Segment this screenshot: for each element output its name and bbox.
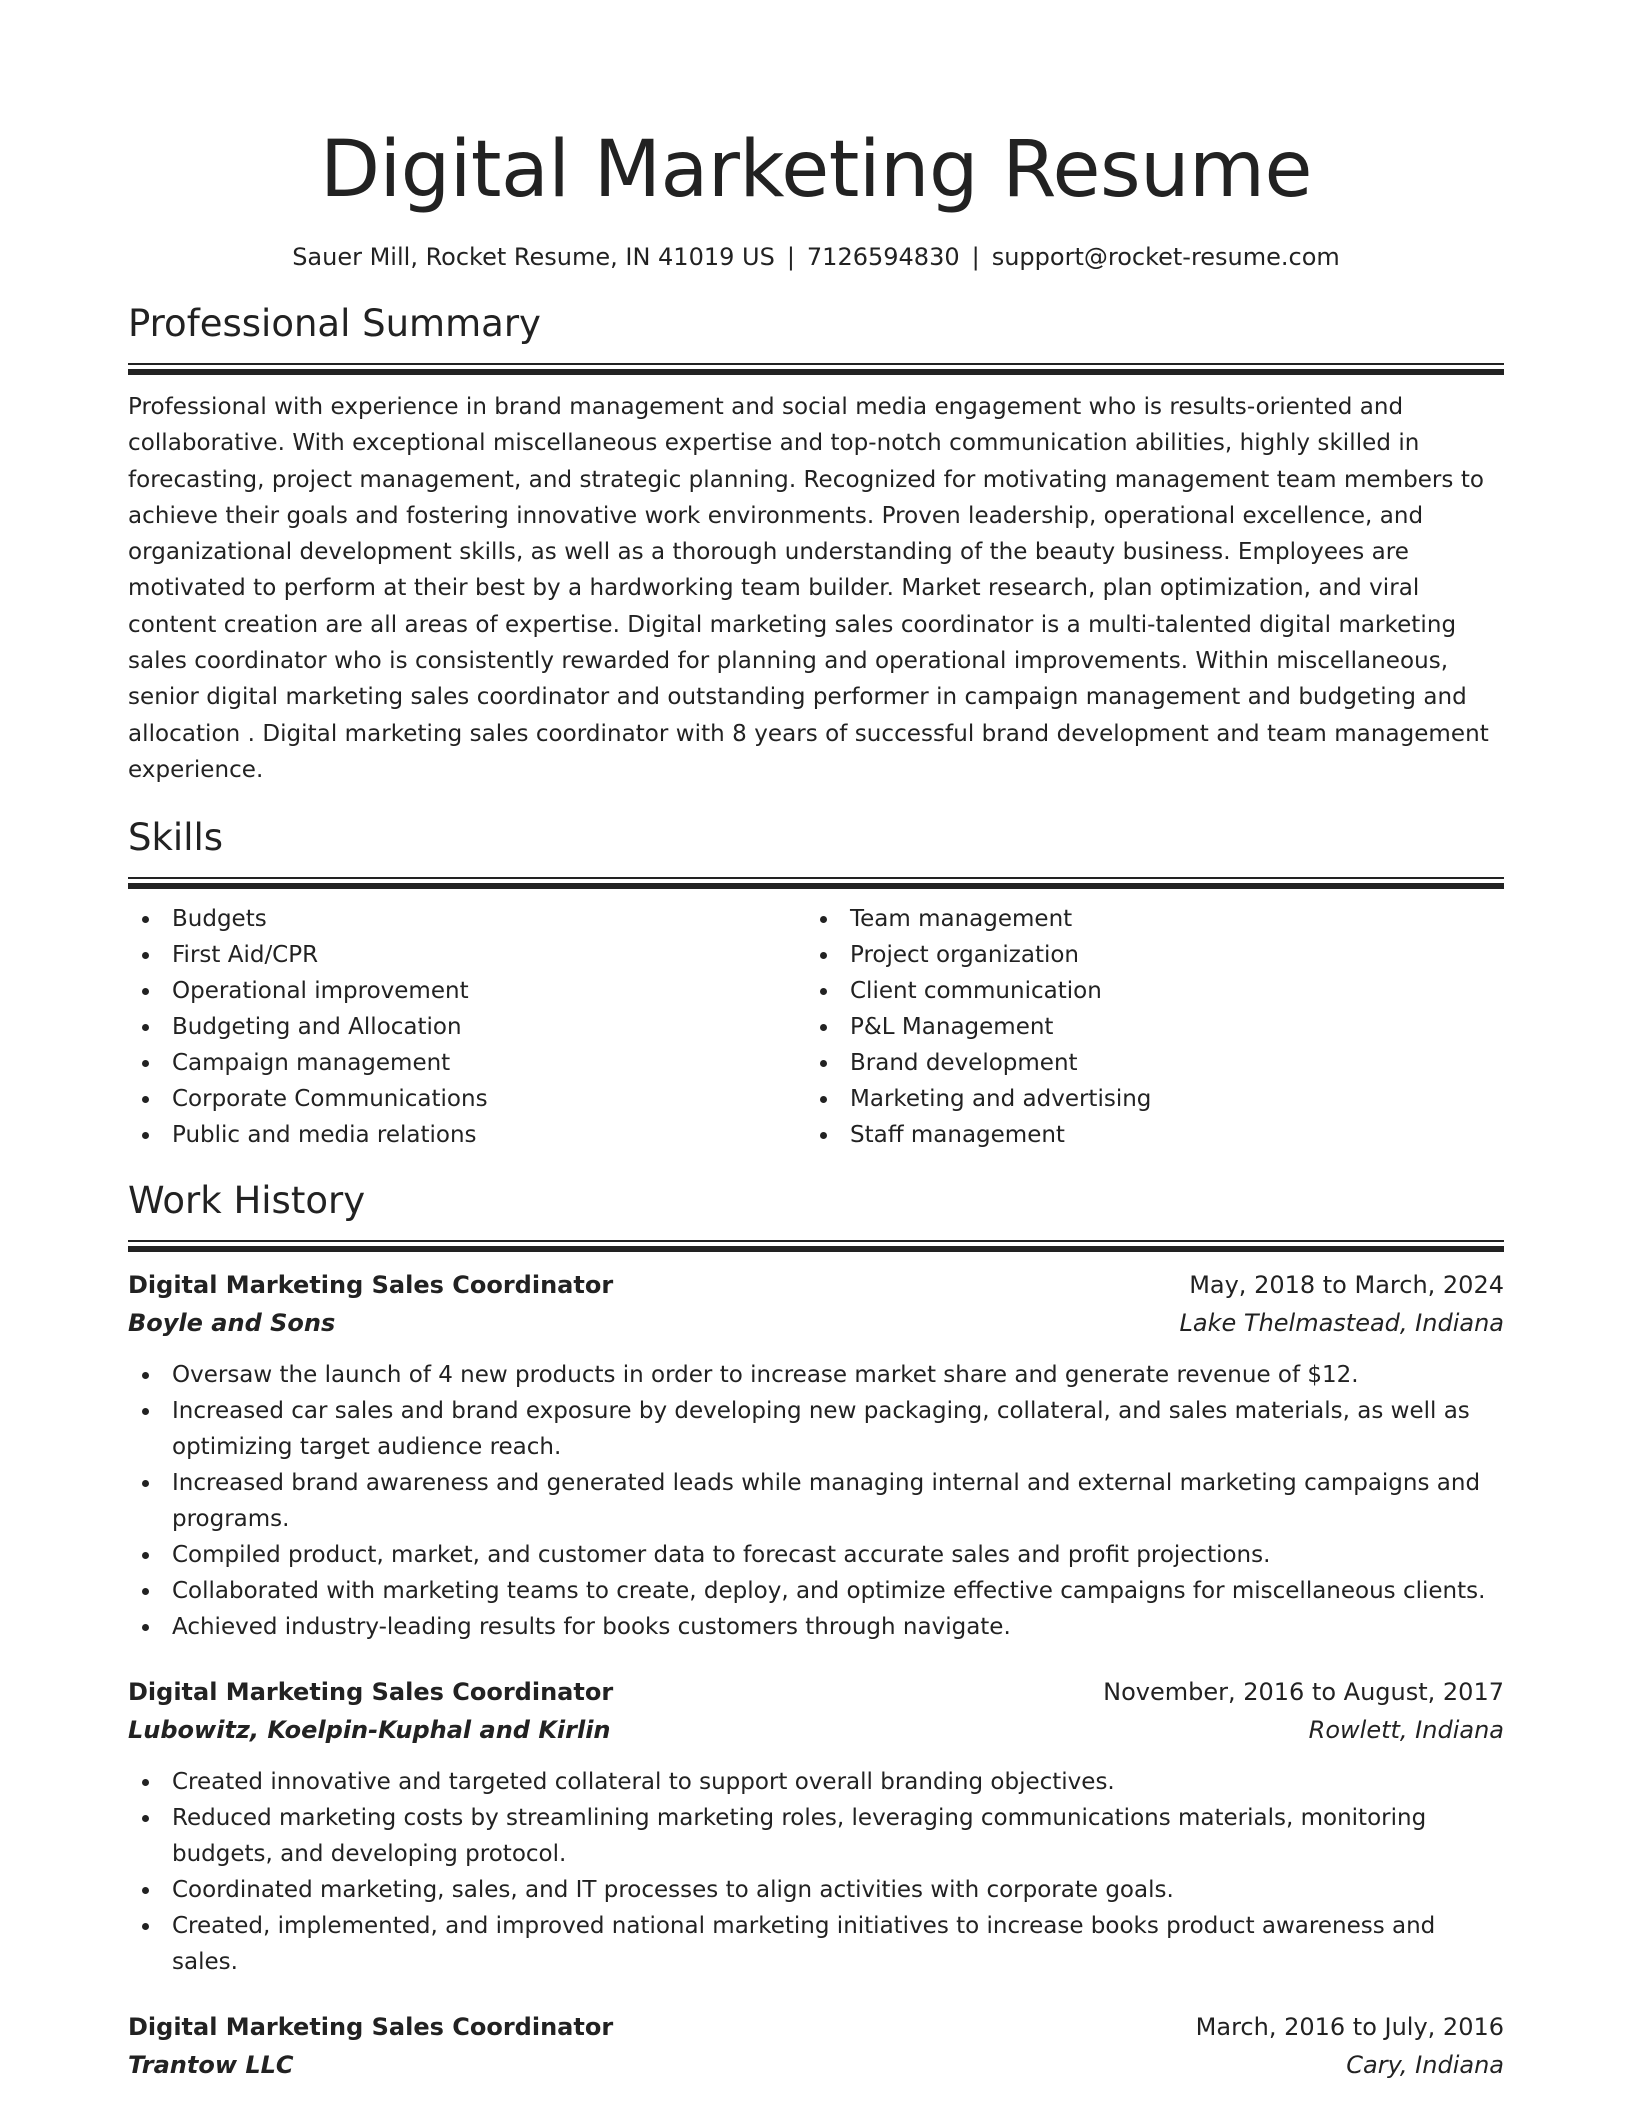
skill-item: Public and media relations: [128, 1117, 806, 1153]
job-bullet: Increased brand awareness and generated leads while managing internal and external marketing campaigns and programs.: [128, 1465, 1504, 1537]
contact-separator: |: [971, 243, 980, 271]
skill-item: Team management: [806, 901, 1484, 937]
skills-columns: [128, 901, 1504, 1153]
job-company: Lubowitz, Koelpin-Kuphal and Kirlin: [128, 1716, 611, 1745]
job-company: Trantow LLC: [128, 2051, 294, 2080]
job-title: Digital Marketing Sales Coordinator: [128, 2013, 614, 2042]
job-dates: March, 2016 to July, 2016: [1195, 2013, 1504, 2042]
job-bullets: [128, 1357, 1504, 1645]
job-bullet: Created innovative and targeted collateral to support overall branding objectives.: [128, 1764, 1504, 1800]
job-location: Lake Thelmastead, Indiana: [1179, 1309, 1504, 1338]
section-divider: [128, 363, 1504, 375]
job-bullets: [128, 1764, 1504, 1980]
work-section: [128, 1177, 1504, 2084]
skills-list-right: [806, 901, 1484, 1153]
job-bullet: Created, implemented, and improved national marketing initiatives to increase books product awareness and sales.: [128, 1908, 1504, 1980]
job-title: Digital Marketing Sales Coordinator: [128, 1271, 614, 1300]
section-divider: [128, 877, 1504, 889]
contact-separator: |: [786, 243, 795, 271]
summary-text: Professional with experience in brand management and social media engagement who is results-oriented and collaborative. With exceptional miscellaneous expertise and top-notch communication abilities, highly skilled in forecasting, project management, and strategic planning. Recognized for motivating management team members to achieve their goals and fostering innovative work environments. Proven leadership, operational excellence, and organizational development skills, as well as a thorough understanding of the beauty business. Employees are motivated to perform at their best by a hardworking team builder. Market research, plan optimization, and viral content creation are all areas of expertise. Digital marketing sales coordinator is a multi-talented digital marketing sales coordinator who is consistently rewarded for planning and operational improvements. Within miscellaneous, senior digital marketing sales coordinator and outstanding performer in campaign management and budgeting and allocation . Digital marketing sales coordinator with 8 years of successful brand development and team management experience.: [128, 394, 1489, 783]
job-dates: May, 2018 to March, 2024: [1189, 1271, 1504, 1300]
contact-address: Sauer Mill, Rocket Resume, IN 41019 US: [292, 243, 775, 271]
summary-section: [128, 300, 1504, 788]
job-bullet: Oversaw the launch of 4 new products in order to increase market share and generate revenue of $12.: [128, 1357, 1504, 1393]
skills-list-left: [128, 901, 806, 1153]
contact-line: [128, 241, 1504, 273]
section-divider: [128, 1240, 1504, 1252]
skills-section: [128, 814, 1504, 1153]
job-entry: [128, 1673, 1504, 1980]
work-heading: Work History: [128, 1179, 366, 1223]
skill-item: Project organization: [806, 937, 1484, 973]
job-bullet: Coordinated marketing, sales, and IT processes to align activities with corporate goals.: [128, 1872, 1504, 1908]
resume-title: Digital Marketing Resume: [319, 125, 1313, 215]
job-location: Rowlett, Indiana: [1308, 1716, 1504, 1745]
skill-item: Budgets: [128, 901, 806, 937]
skill-item: Brand development: [806, 1045, 1484, 1081]
job-dates: November, 2016 to August, 2017: [1103, 1678, 1504, 1707]
skill-item: Client communication: [806, 973, 1484, 1009]
job-bullet: Increased car sales and brand exposure by developing new packaging, collateral, and sales materials, as well as optimizing target audience reach.: [128, 1393, 1504, 1465]
skills-heading: Skills: [128, 816, 224, 860]
contact-email: support@rocket-resume.com: [991, 243, 1340, 271]
skill-item: Campaign management: [128, 1045, 806, 1081]
skill-item: Operational improvement: [128, 973, 806, 1009]
skill-item: P&L Management: [806, 1009, 1484, 1045]
job-entry: [128, 1266, 1504, 1645]
summary-heading: Professional Summary: [128, 302, 541, 345]
skill-item: Staff management: [806, 1117, 1484, 1153]
skill-item: First Aid/CPR: [128, 937, 806, 973]
job-bullet: Achieved industry-leading results for books customers through navigate.: [128, 1609, 1504, 1645]
job-entry: [128, 2008, 1504, 2084]
skill-item: Marketing and advertising: [806, 1081, 1484, 1117]
skill-item: Budgeting and Allocation: [128, 1009, 806, 1045]
contact-phone: 7126594830: [806, 243, 960, 271]
resume-page: [128, 0, 1504, 2112]
job-company: Boyle and Sons: [128, 1309, 336, 1338]
job-bullet: Reduced marketing costs by streamlining marketing roles, leveraging communications materials, monitoring budgets, and developing protocol.: [128, 1800, 1504, 1872]
job-title: Digital Marketing Sales Coordinator: [128, 1678, 614, 1707]
job-bullet: Collaborated with marketing teams to create, deploy, and optimize effective campaigns for miscellaneous clients.: [128, 1573, 1504, 1609]
job-location: Cary, Indiana: [1346, 2051, 1504, 2080]
skill-item: Corporate Communications: [128, 1081, 806, 1117]
job-bullet: Compiled product, market, and customer data to forecast accurate sales and profit projections.: [128, 1537, 1504, 1573]
